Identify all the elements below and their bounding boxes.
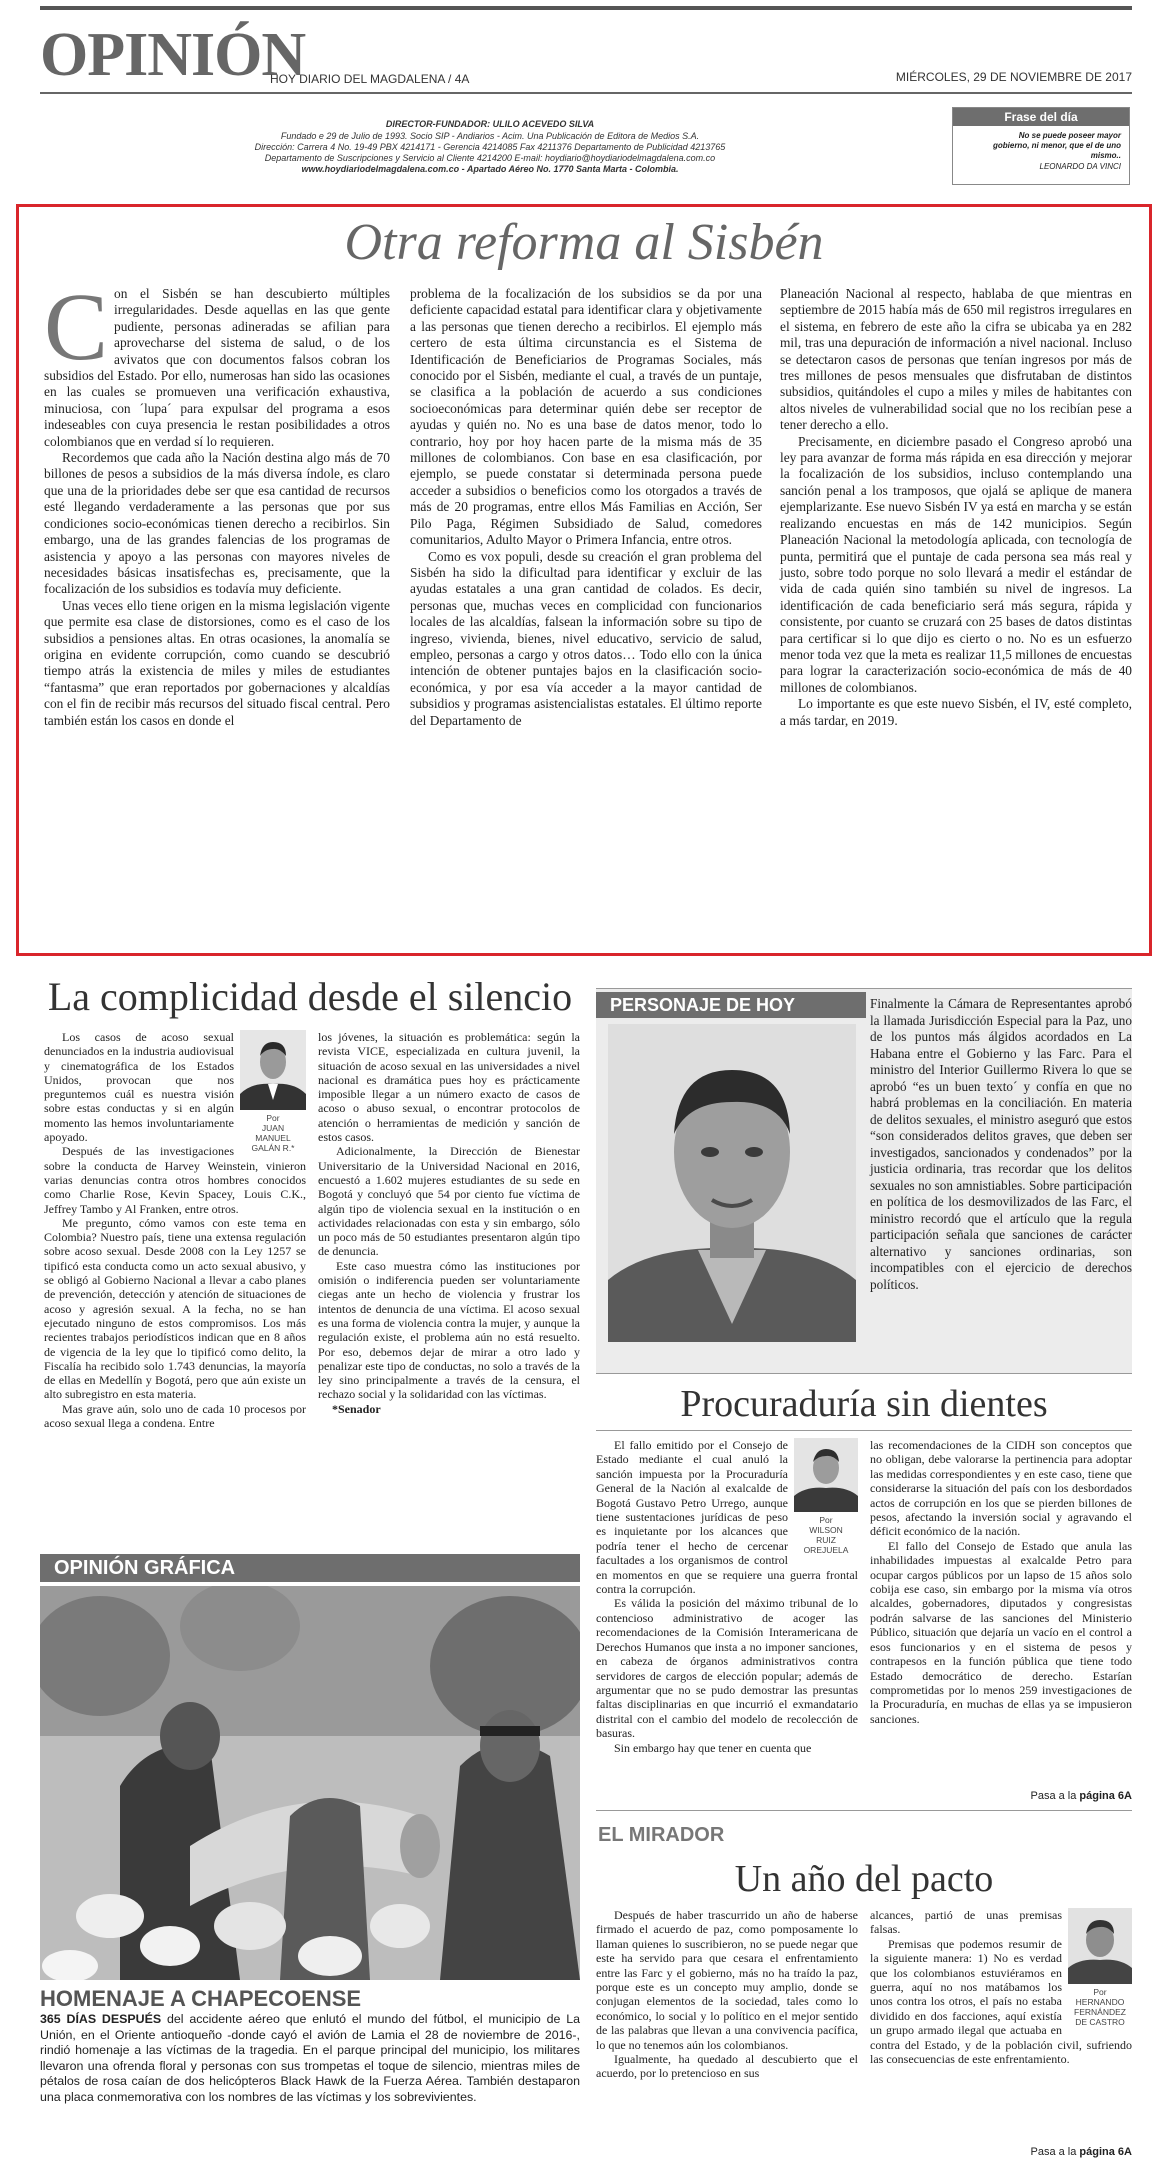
top-rule: [40, 6, 1132, 10]
tribute-ceremony-image: [40, 1586, 580, 1980]
caption-text: del accidente aéreo que enlutó el mundo del fútbol, el municipio de La Unión, en el Oriente antioqueño -donde cayó el avión de Lamia el 28 de noviembre de 2016-, rindió homenaje a las víctimas de la tragedia. En el parque principal del municipio, los militares llevaron una ofrenda floral y personas con sus trompetas el toque de silencio, mientras miles de pétalos de rosa caían de dos helicópteros Black Hawk de la Fuerza Aérea. También destaparon una placa conmemorativa con los nombres de las víctimas y los sobrevivientes.: [40, 2012, 580, 2104]
procuraduria-column-2: [870, 1438, 1132, 1726]
author-portrait-icon: [240, 1030, 306, 1110]
byline-line: OREJUELA: [803, 1545, 849, 1556]
author-portrait-icon: [1068, 1908, 1132, 1984]
frase-text: No se puede poseer mayor gobierno, ni menor, que el de uno mismo..: [992, 131, 1121, 160]
byline-line: FERNÁNDEZ: [1074, 2007, 1126, 2018]
complicidad-column-2: [318, 1030, 580, 1416]
procuraduria-continued: [870, 1790, 1132, 1802]
credits-line: www.hoydiariodelmagdalena.com.co - Apartado Aéreo No. 1770 Santa Marta - Colombia.: [301, 164, 679, 174]
byline: [794, 1515, 858, 1555]
editorial-column-1: [44, 273, 390, 729]
chapecoense-photo: [40, 1586, 580, 1980]
paragraph: Mas grave aún, solo uno de cada 10 procesos por acoso sexual llega a condena. Entre: [44, 1401, 306, 1431]
continued-text: Pasa a la: [1030, 2146, 1080, 2158]
byline-line: DE CASTRO: [1075, 2017, 1125, 2028]
credits-block: [150, 131, 830, 175]
paragraph: Después de haber trascurrido un año de haberse firmado el acuerdo de paz, como pomposamente lo llaman quienes lo suscribieron, no se puede negar que este ha servido para que cesara el enfrentamiento entre las Farc y el gobierno, más no ha traído la paz, porque este es un concepto muy amplio, donde se conjugan elementos de la sociedad, tales como lo económico, lo social y lo político en el mejor sentido de las palabras que llevan a una convivencia pacífica, lo que no tenemos aún los colombianos.: [596, 1908, 858, 2052]
minister-portrait-icon: [608, 1024, 856, 1342]
editorial-column-3: [780, 286, 1132, 729]
paragraph: El fallo del Consejo de Estado que anula las inhabilidades impuestas al exalcalde Petro para ocupar cargos públicos por un lapso de 15 años solo cobija ese caso, sin embargo por la misma vía otros alcaldes, gobernadores, diputados y congresistas podrán salvarse de las sanciones del Ministerio Público, situación que dejaría un vacío en el control a esos funcionarios y en el sistema de pesos y contrapesos en la función pública que tiene todo Estado democrático de derecho. Estarían comprometidas por lo menos 259 investigaciones de la Procuraduría, en muchas de ellas ya se impusieron sanciones.: [870, 1538, 1132, 1726]
paragraph: Recordemos que cada año la Nación destina algo más de 70 billones de pesos a subsidios de la más diversa índole, es claro que una de la prioridades debe ser que esa cantidad de recursos esté llegando verdaderamente a las personas que por sus condiciones socio-económicas tienen derecho a recibirlos. Sin embargo, una de las grandes falencias de los programas de asistencia y apoyo a las personas con mayores niveles de necesidades básicas insatisfechas es, precisamente, que la focalización de los subsidios es todavía muy deficiente.: [44, 450, 390, 597]
paragraph: Adicionalmente, la Dirección de Bienestar Universitario de la Universidad Nacional en 2016, encuestó a 1.602 mujeres estudiantes de su sede en Bogotá y concluyó que 54 por ciento fue víctima de algún tipo de violencia sexual en la institución o en actividades relacionadas con esta y sin embargo, sólo un poco más de 50 estudiantes presentaron algún tipo de denuncia.: [318, 1144, 580, 1259]
paragraph: Me pregunto, cómo vamos con este tema en Colombia? Nuestro país, tiene una extensa regulación sobre acoso sexual. Desde 2008 con la Ley 1257 se tipificó esta conducta como un acto sexual abusivo, y se obligó al Gobierno Nacional a llevar a cabo planes de prevención, detección y atención de situaciones de acoso y agresión sexual. A la fecha, no se han ejecutado ninguno de estos compromisos. Los más recientes trabajos periodísticos indican que en 8 años de vigencia de la ley que lo tipificó como delito, la Fiscalía ha recibido solo 1.743 denuncias, la mayoría de ellas en Medellín y Bogotá, pero que aún existe un alto subregistro en esta materia.: [44, 1215, 306, 1402]
continued-page: página 6A: [1079, 2146, 1132, 2158]
personaje-label: PERSONAJE DE HOY: [596, 992, 866, 1018]
paragraph: Unas veces ello tiene origen en la misma legislación vigente que permite esa clase de distorsiones, como es el caso de los subsidios a pensiones altas. En otras ocasiones, la anomalía se origina en evidente corrupción, como cuando se descubrió tiempo atrás la existencia de miles y miles de estudiantes “fantasma” que eran reportados por gobernaciones y alcaldías con el fin de recibir más recursos del situado fiscal central. Pero también están los casos en donde el: [44, 597, 390, 728]
paragraph: on el Sisbén se han descubierto múltiples irregularidades. Desde aquellas en las que gente pudiente, personas adineradas se afilian para aprovecharse del sistema de salud, o de los avivatos que con documentos falsos cobran los subsidios del Estado. Por ello, numerosas han sido las ocasiones en las cuales se promueven una verificación exhaustiva, minuciosa, con ´lupa´ para expulsar del programa a esos indeseables con cuya presencia le restan posibilidades a otros colombianos que en verdad sí lo requieren.: [44, 286, 390, 449]
masthead-rule: [40, 92, 1132, 94]
paragraph: Los casos de acoso sexual denunciados en la industria audiovisual y cinematográfica de los Estados Unidos, provocan que nos preguntemos cuál es nuestra visión sobre estas conductas y si en algún momento las hemos involuntariamente apoyado.: [44, 1030, 234, 1145]
editorial-column-2: [410, 286, 762, 729]
procuraduria-bottom-rule: [596, 1810, 1132, 1811]
byline-line: Por: [819, 1515, 833, 1526]
credits-line: Dirección: Carrera 4 No. 19-49 PBX 4214171 - Gerencia 4214085 Fax 4211376 Departamento de Publicidad 4213765: [254, 142, 726, 152]
complicidad-title: La complicidad desde el silencio: [47, 974, 573, 1019]
frase-del-dia-box: [952, 107, 1130, 185]
continued-page: página 6A: [1079, 1790, 1132, 1802]
paragraph: los jóvenes, la situación es problemática: según la revista VICE, especializada en cultura juvenil, la situación de acoso sexual en las universidades a nivel nacional es dramática pues hoy es prácticamente imposible llegar a un número exacto de casos de acoso o abuso sexual, o encontrar protocolos de atención o herramientas de medición y sanción de estos casos.: [318, 1030, 580, 1145]
drop-cap: C: [44, 273, 109, 380]
mirador-title: Un año del pacto: [734, 1858, 994, 1900]
paragraph: problema de la focalización de los subsidios se da por una deficiente capacidad estatal para identificar clara y objetivamente a las personas que tienen derecho a recibirlos. El ejemplo más certero de esta última circunstancia es el Sistema de Identificación de Beneficiarios de Programas Sociales, más conocido por el Sisbén, mediante el cual, a través de un puntaje, se clasifica a la población de acuerdo a sus condiciones socioeconómicas para determinar quién debe ser receptor de ayudas y quién no. No es una base de datos menor, todo lo contrario, hoy por hoy hacen parte de la misma más de 35 millones de colombianos. Con base en esa clasificación, por ejemplo, se puede constatar si determinada persona puede acceder a subsidios o beneficios como los otorgados a través de más de 20 programas, entre ellos Más Familias en Acción, Ser Pilo Paga, Régimen Subsidiado de Salud, comedores comunitarios, Adulto Mayor o Primera Infancia, entre otros.: [410, 286, 762, 548]
paragraph: Igualmente, ha quedado al descubierto que el acuerdo, por lo pretencioso en sus: [596, 2052, 858, 2081]
byline-line: Por: [1093, 1987, 1107, 1998]
paragraph: alcances, partió de unas premisas falsas.: [870, 1908, 1062, 1937]
procuraduria-column-1: [596, 1438, 858, 1755]
paragraph: Sin embargo hay que tener en cuenta que: [614, 1740, 812, 1755]
mirador-column-1: [596, 1908, 858, 2081]
byline: [1068, 1987, 1132, 2027]
grafica-caption-title: HOMENAJE A CHAPECOENSE: [40, 1986, 362, 2011]
paragraph: Lo importante es que este nuevo Sisbén, el IV, esté completo, a más tardar, en 2019.: [780, 696, 1132, 728]
paragraph: Este caso muestra cómo las instituciones por omisión o indiferencia pueden ser voluntariamente ciegas ante un hecho de violencia y frustrar los intentos de denuncia de una víctima. El acoso sexual es una forma de violencia contra la mujer, y aunque la regulación existe, el problema aún no está resuelto. Por eso, debemos dejar de mirar a otro lado y penalizar este tipo de conductas, no solo a través de la ley sino principalmente a través de la censura, el rechazo social y la solidaridad con las víctimas.: [318, 1258, 580, 1402]
byline-line: WILSON: [809, 1525, 843, 1536]
procuraduria-rule: [596, 1430, 1132, 1431]
frase-title: Frase del día: [953, 108, 1129, 126]
signature: *Senador: [332, 1401, 381, 1416]
paragraph: Precisamente, en diciembre pasado el Congreso aprobó una ley para avanzar de forma más rápida en esa dirección y mejorar la focalización de los subsidios, incluso contemplando una sanción penal a los tramposos, que ojalá se aplique de manera ejemplarizante. Ese nuevo Sisbén IV ya está en marcha y se están realizando encuestas en más de 142 municipios. Según Planeación Nacional la metodología aplicada, con tecnología de punta, permitirá que el puntaje de cada persona sea más real y justo, sobre todo porque no solo llevará a medir el estándar de vida de cada quién sino también su nivel de ingresos. La identificación de cada beneficiario será más segura, rápida y consistente, por cuanto se cruzará con 25 bases de datos distintas para certificar si lo que dijo es cierto o no. No es un esfuerzo menor toda vez que la meta es realizar 11,5 millones de encuestas para lograr la caracterización socio-económica de más de 40 millones de colombianos.: [780, 433, 1132, 695]
frase-author: LEONARDO DA VINCI: [1039, 162, 1121, 171]
byline-line: RUIZ: [816, 1535, 836, 1546]
grafica-label: OPINIÓN GRÁFICA: [40, 1554, 580, 1582]
section-title: OPINIÓN: [40, 21, 306, 89]
byline-line: JUAN: [261, 1123, 285, 1134]
author-photo-fernandez: [1068, 1908, 1132, 2026]
complicidad-column-1: [44, 1030, 306, 1430]
grafica-caption: [40, 2012, 580, 2106]
paragraph: las recomendaciones de la CIDH son conceptos que no obligan, debe valorarse la pertinencia para adoptar las medidas correspondientes y en este caso, tiene que considerarse la situación del país con los desbordados actos de corrupción en los que se pierden billones de pesos, afectando la inversión social y agravando el déficit económico de la nación.: [870, 1438, 1132, 1539]
caption-lead: 365 DÍAS DESPUÉS: [40, 2012, 162, 2026]
continued-text: Pasa a la: [1030, 1790, 1080, 1802]
byline: [240, 1113, 306, 1153]
byline-line: Por: [266, 1113, 280, 1124]
paragraph: Después de las investigaciones sobre la conducta de Harvey Weinstein, vinieron varias denuncias contra otros hombres conocidos como Charlie Rose, Kevin Spacey, Louis C.K., Jeffrey Tambo y Al Franken, entre otros.: [44, 1144, 306, 1216]
mirador-continued: [870, 2146, 1132, 2158]
author-photo-galan: [240, 1030, 306, 1154]
author-portrait-icon: [794, 1438, 858, 1512]
mirador-label: EL MIRADOR: [598, 1824, 725, 1846]
procuraduria-title: Procuraduría sin dientes: [680, 1383, 1048, 1425]
mirador-column-2: [870, 1908, 1132, 2066]
paragraph: Como es vox populi, desde su creación el gran problema del Sisbén ha sido la dificultad para identificar y excluir de las ayudas estatales a una gran cantidad de colados. Es decir, personas que, muchas veces en complicidad con funcionarios locales de las alcaldías, falsean la información sobre su tipo de ingreso, vivienda, bienes, nivel educativo, servicio de salud, empleo, personas a cargo y otros datos… Todo ello con la única intención de obtener puntajes bajos en la clasificación socio-económica, y por esa vía acceder a la mayor cantidad de subsidios y programas asistencialistas estatales. El último reporte del Departamento de: [410, 548, 762, 728]
byline-line: HERNANDO: [1075, 1997, 1125, 2008]
editorial-title: Otra reforma al Sisbén: [344, 214, 824, 271]
paragraph: Planeación Nacional al respecto, hablaba de que mientras en septiembre de 2015 había más de 650 mil registros irregulares en el sistema, en febrero de este año la cifra se ubicaba ya en 282 mil, tras una depuración de información a nivel nacional. Incluso se detectaron casos de personas que tenían ingresos por más de tres millones de pesos mensuales que disfrutaban de distintos subsidios, quitándoles el cupo a miles y miles de habitantes con altos niveles de vulnerabilidad social que no los recibían pese a tener derecho a ello.: [780, 286, 1132, 433]
paragraph: Es válida la posición del máximo tribunal de lo contencioso administrativo de acoger las recomendaciones de la Comisión Interamericana de Derechos Humanos que insta a no imponer sanciones, en cabeza de órganos administrativos contra servidores de cargos de elección popular; además de argumentar que no se pudo demostrar las presuntas faltas disciplinarias en que incurrió el exmandatario distrital con el cambio del modelo de recolección de basuras.: [596, 1596, 858, 1741]
byline-line: GALÁN R.*: [251, 1143, 295, 1154]
credits-line: Departamento de Suscripciones y Servicio al Cliente 4214200 E-mail: hoydiario@hoydiariodelmagdalena.com.co: [264, 153, 716, 163]
personaje-text: Finalmente la Cámara de Representantes aprobó la llamada Jurisdicción Especial para la Paz, uno de los puntos más álgidos acordados en La Habana entre el Gobierno y las Farc. Para el ministro del Interior Guillermo Rivera lo que se aprobó “es un buen texto´ y confía en que no habrá problemas en la conciliación. En materia de delitos sexuales, el ministro aseguró que estos “son considerados delitos graves, que deben ser investigados, sancionados y condenados” por la justicia ordinaria, tras recordar que los delitos sexuales no son amnistiables. Sobre participación en política de los desmovilizados de las Farc, el ministro recordó que el artículo que la regula participación señala que sanciones de carácter alternativo y sanciones ordinarias, son incompatibles con el ejercicio de derechos políticos.: [870, 996, 1132, 1292]
issue-date: MIÉRCOLES, 29 DE NOVIEMBRE DE 2017: [895, 70, 1132, 84]
paragraph: Premisas que podemos resumir de la siguiente manera: 1) No es verdad que los colombianos estuviéramos en guerra, aquí no nos matábamos los unos contra los otros, el país no estaba dividido en dos facciones, aquí existía un grupo armado ilegal que actuaba en contra del Estado, y de la población civil, sufriendo las consecuencias de este enfrentamiento.: [870, 1936, 1132, 2067]
byline-line: MANUEL: [255, 1133, 291, 1144]
paragraph: El fallo emitido por el Consejo de Estado mediante el cual anuló la sanción impuesta por la Procuraduría General de la Nación al exalcalde de Bogotá Gustavo Petro Urrego, aunque tiene sustentaciones jurídicas de peso es inquietante por los alcances que podría tener el hecho de cercenar facultades a los organismos de control en momentos en que se requiere una guerra frontal contra la corrupción.: [596, 1438, 858, 1597]
personaje-photo: [608, 1024, 856, 1342]
paper-name: HOY DIARIO DEL MAGDALENA / 4A: [270, 72, 470, 86]
credits-line: Fundado e 29 de Julio de 1993. Socio SIP - Andiarios - Acim. Una Publicación de Editora de Medios S.A.: [280, 131, 700, 141]
director-line: DIRECTOR-FUNDADOR: ULILO ACEVEDO SILVA: [385, 119, 595, 129]
author-photo-ruiz: [794, 1438, 858, 1556]
